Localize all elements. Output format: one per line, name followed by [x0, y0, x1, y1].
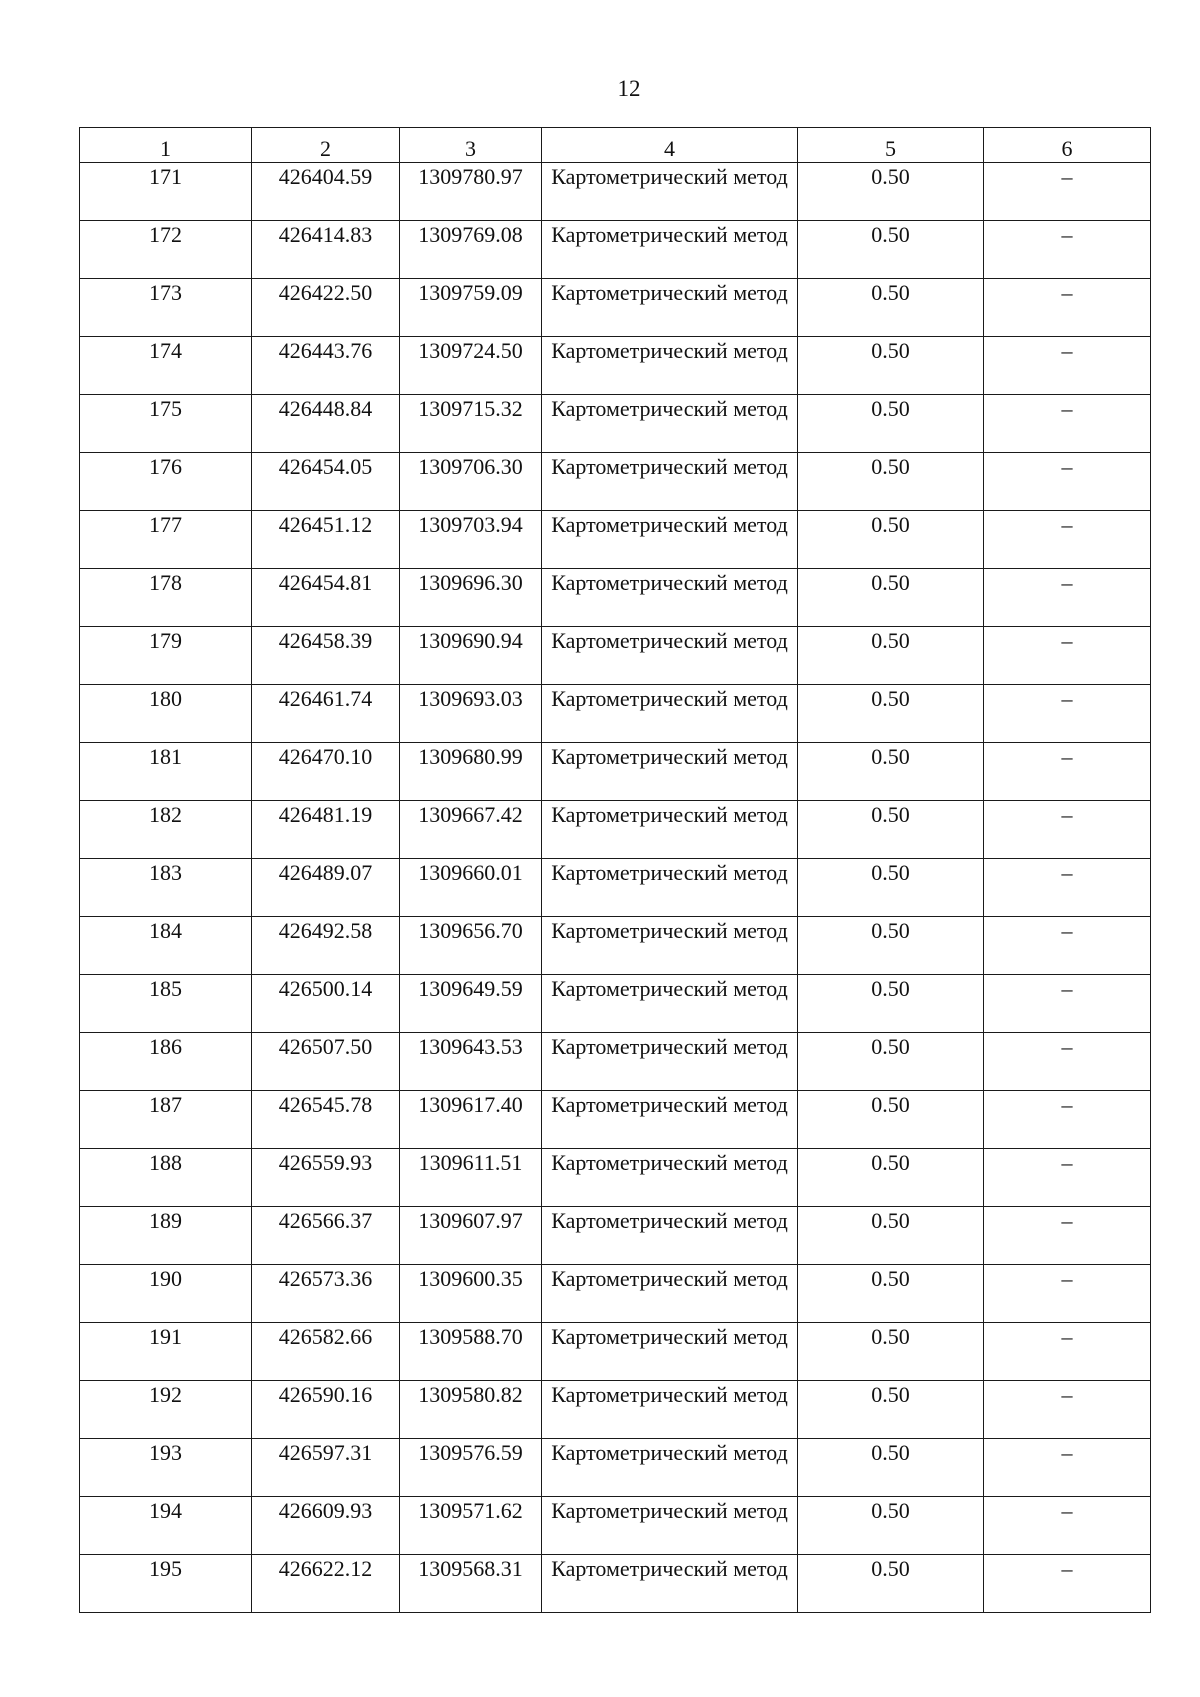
note-cell: – [984, 163, 1151, 221]
point-number-cell: 189 [80, 1207, 252, 1265]
table-body [80, 128, 1151, 1613]
accuracy-cell: 0.50 [798, 685, 984, 743]
note-cell: – [984, 1381, 1151, 1439]
accuracy-cell: 0.50 [798, 163, 984, 221]
x-coordinate-cell: 426507.50 [252, 1033, 400, 1091]
x-coordinate-cell: 426448.84 [252, 395, 400, 453]
note-cell: – [984, 627, 1151, 685]
point-number-cell: 194 [80, 1497, 252, 1555]
accuracy-cell: 0.50 [798, 453, 984, 511]
column-header-4: 4 [542, 128, 798, 163]
accuracy-cell: 0.50 [798, 1323, 984, 1381]
y-coordinate-cell: 1309715.32 [400, 395, 542, 453]
accuracy-cell: 0.50 [798, 511, 984, 569]
point-number-cell: 192 [80, 1381, 252, 1439]
method-cell: Картометрический метод [542, 685, 798, 743]
point-number-cell: 193 [80, 1439, 252, 1497]
accuracy-cell: 0.50 [798, 743, 984, 801]
note-cell: – [984, 685, 1151, 743]
table-row [80, 221, 1151, 279]
x-coordinate-cell: 426573.36 [252, 1265, 400, 1323]
point-number-cell: 178 [80, 569, 252, 627]
accuracy-cell: 0.50 [798, 917, 984, 975]
method-cell: Картометрический метод [542, 337, 798, 395]
y-coordinate-cell: 1309656.70 [400, 917, 542, 975]
table-row [80, 1439, 1151, 1497]
note-cell: – [984, 917, 1151, 975]
method-cell: Картометрический метод [542, 279, 798, 337]
y-coordinate-cell: 1309580.82 [400, 1381, 542, 1439]
table-row [80, 163, 1151, 221]
point-number-cell: 182 [80, 801, 252, 859]
point-number-cell: 180 [80, 685, 252, 743]
x-coordinate-cell: 426590.16 [252, 1381, 400, 1439]
y-coordinate-cell: 1309769.08 [400, 221, 542, 279]
y-coordinate-cell: 1309588.70 [400, 1323, 542, 1381]
column-header-1: 1 [80, 128, 252, 163]
page-number: 12 [617, 76, 641, 101]
note-cell: – [984, 859, 1151, 917]
y-coordinate-cell: 1309696.30 [400, 569, 542, 627]
method-cell: Картометрический метод [542, 859, 798, 917]
method-cell: Картометрический метод [542, 975, 798, 1033]
table-row [80, 743, 1151, 801]
point-number-cell: 191 [80, 1323, 252, 1381]
method-cell: Картометрический метод [542, 917, 798, 975]
method-cell: Картометрический метод [542, 801, 798, 859]
table-row [80, 1149, 1151, 1207]
y-coordinate-cell: 1309780.97 [400, 163, 542, 221]
point-number-cell: 184 [80, 917, 252, 975]
method-cell: Картометрический метод [542, 1265, 798, 1323]
note-cell: – [984, 1439, 1151, 1497]
point-number-cell: 179 [80, 627, 252, 685]
x-coordinate-cell: 426404.59 [252, 163, 400, 221]
y-coordinate-cell: 1309649.59 [400, 975, 542, 1033]
x-coordinate-cell: 426458.39 [252, 627, 400, 685]
point-number-cell: 174 [80, 337, 252, 395]
table-header-row [80, 128, 1151, 163]
note-cell: – [984, 1555, 1151, 1613]
point-number-cell: 176 [80, 453, 252, 511]
table-row [80, 1555, 1151, 1613]
y-coordinate-cell: 1309568.31 [400, 1555, 542, 1613]
accuracy-cell: 0.50 [798, 221, 984, 279]
y-coordinate-cell: 1309600.35 [400, 1265, 542, 1323]
y-coordinate-cell: 1309759.09 [400, 279, 542, 337]
column-header-3: 3 [400, 128, 542, 163]
y-coordinate-cell: 1309724.50 [400, 337, 542, 395]
accuracy-cell: 0.50 [798, 569, 984, 627]
x-coordinate-cell: 426489.07 [252, 859, 400, 917]
method-cell: Картометрический метод [542, 221, 798, 279]
point-number-cell: 195 [80, 1555, 252, 1613]
table-row [80, 685, 1151, 743]
table-row [80, 453, 1151, 511]
method-cell: Картометрический метод [542, 395, 798, 453]
x-coordinate-cell: 426470.10 [252, 743, 400, 801]
table-row [80, 1265, 1151, 1323]
y-coordinate-cell: 1309571.62 [400, 1497, 542, 1555]
accuracy-cell: 0.50 [798, 1265, 984, 1323]
method-cell: Картометрический метод [542, 569, 798, 627]
column-header-2: 2 [252, 128, 400, 163]
x-coordinate-cell: 426451.12 [252, 511, 400, 569]
note-cell: – [984, 1207, 1151, 1265]
table-row [80, 1033, 1151, 1091]
column-header-5: 5 [798, 128, 984, 163]
x-coordinate-cell: 426492.58 [252, 917, 400, 975]
y-coordinate-cell: 1309611.51 [400, 1149, 542, 1207]
table-row [80, 1497, 1151, 1555]
table-row [80, 569, 1151, 627]
point-number-cell: 188 [80, 1149, 252, 1207]
x-coordinate-cell: 426454.81 [252, 569, 400, 627]
x-coordinate-cell: 426481.19 [252, 801, 400, 859]
method-cell: Картометрический метод [542, 1439, 798, 1497]
x-coordinate-cell: 426582.66 [252, 1323, 400, 1381]
table-row [80, 801, 1151, 859]
x-coordinate-cell: 426545.78 [252, 1091, 400, 1149]
y-coordinate-cell: 1309617.40 [400, 1091, 542, 1149]
accuracy-cell: 0.50 [798, 1033, 984, 1091]
coordinates-table [79, 127, 1151, 1613]
y-coordinate-cell: 1309706.30 [400, 453, 542, 511]
method-cell: Картометрический метод [542, 1555, 798, 1613]
accuracy-cell: 0.50 [798, 801, 984, 859]
point-number-cell: 190 [80, 1265, 252, 1323]
method-cell: Картометрический метод [542, 1497, 798, 1555]
note-cell: – [984, 453, 1151, 511]
table-row [80, 1207, 1151, 1265]
note-cell: – [984, 1149, 1151, 1207]
y-coordinate-cell: 1309576.59 [400, 1439, 542, 1497]
note-cell: – [984, 801, 1151, 859]
table-row [80, 859, 1151, 917]
point-number-cell: 175 [80, 395, 252, 453]
table-row [80, 1091, 1151, 1149]
method-cell: Картометрический метод [542, 1149, 798, 1207]
method-cell: Картометрический метод [542, 1091, 798, 1149]
method-cell: Картометрический метод [542, 1323, 798, 1381]
accuracy-cell: 0.50 [798, 1439, 984, 1497]
point-number-cell: 177 [80, 511, 252, 569]
accuracy-cell: 0.50 [798, 859, 984, 917]
x-coordinate-cell: 426622.12 [252, 1555, 400, 1613]
point-number-cell: 187 [80, 1091, 252, 1149]
table-row [80, 511, 1151, 569]
accuracy-cell: 0.50 [798, 1149, 984, 1207]
table-row [80, 1381, 1151, 1439]
x-coordinate-cell: 426461.74 [252, 685, 400, 743]
point-number-cell: 183 [80, 859, 252, 917]
y-coordinate-cell: 1309660.01 [400, 859, 542, 917]
note-cell: – [984, 1265, 1151, 1323]
x-coordinate-cell: 426443.76 [252, 337, 400, 395]
point-number-cell: 171 [80, 163, 252, 221]
table-row [80, 395, 1151, 453]
point-number-cell: 181 [80, 743, 252, 801]
y-coordinate-cell: 1309703.94 [400, 511, 542, 569]
table-row [80, 1323, 1151, 1381]
point-number-cell: 172 [80, 221, 252, 279]
x-coordinate-cell: 426559.93 [252, 1149, 400, 1207]
method-cell: Картометрический метод [542, 1207, 798, 1265]
accuracy-cell: 0.50 [798, 1207, 984, 1265]
y-coordinate-cell: 1309693.03 [400, 685, 542, 743]
method-cell: Картометрический метод [542, 511, 798, 569]
note-cell: – [984, 1323, 1151, 1381]
note-cell: – [984, 279, 1151, 337]
point-number-cell: 185 [80, 975, 252, 1033]
accuracy-cell: 0.50 [798, 1497, 984, 1555]
note-cell: – [984, 511, 1151, 569]
accuracy-cell: 0.50 [798, 975, 984, 1033]
note-cell: – [984, 395, 1151, 453]
y-coordinate-cell: 1309690.94 [400, 627, 542, 685]
note-cell: – [984, 1033, 1151, 1091]
note-cell: – [984, 221, 1151, 279]
method-cell: Картометрический метод [542, 743, 798, 801]
point-number-cell: 173 [80, 279, 252, 337]
note-cell: – [984, 337, 1151, 395]
x-coordinate-cell: 426566.37 [252, 1207, 400, 1265]
accuracy-cell: 0.50 [798, 1091, 984, 1149]
method-cell: Картометрический метод [542, 1033, 798, 1091]
accuracy-cell: 0.50 [798, 279, 984, 337]
table-row [80, 279, 1151, 337]
method-cell: Картометрический метод [542, 627, 798, 685]
method-cell: Картометрический метод [542, 163, 798, 221]
y-coordinate-cell: 1309667.42 [400, 801, 542, 859]
y-coordinate-cell: 1309607.97 [400, 1207, 542, 1265]
method-cell: Картометрический метод [542, 1381, 798, 1439]
note-cell: – [984, 1497, 1151, 1555]
table-row [80, 627, 1151, 685]
x-coordinate-cell: 426414.83 [252, 221, 400, 279]
note-cell: – [984, 1091, 1151, 1149]
accuracy-cell: 0.50 [798, 1555, 984, 1613]
x-coordinate-cell: 426422.50 [252, 279, 400, 337]
point-number-cell: 186 [80, 1033, 252, 1091]
x-coordinate-cell: 426597.31 [252, 1439, 400, 1497]
note-cell: – [984, 975, 1151, 1033]
table-row [80, 337, 1151, 395]
note-cell: – [984, 569, 1151, 627]
accuracy-cell: 0.50 [798, 337, 984, 395]
note-cell: – [984, 743, 1151, 801]
x-coordinate-cell: 426454.05 [252, 453, 400, 511]
accuracy-cell: 0.50 [798, 1381, 984, 1439]
x-coordinate-cell: 426500.14 [252, 975, 400, 1033]
table-row [80, 975, 1151, 1033]
column-header-6: 6 [984, 128, 1151, 163]
y-coordinate-cell: 1309643.53 [400, 1033, 542, 1091]
accuracy-cell: 0.50 [798, 627, 984, 685]
table-row [80, 917, 1151, 975]
accuracy-cell: 0.50 [798, 395, 984, 453]
method-cell: Картометрический метод [542, 453, 798, 511]
y-coordinate-cell: 1309680.99 [400, 743, 542, 801]
x-coordinate-cell: 426609.93 [252, 1497, 400, 1555]
